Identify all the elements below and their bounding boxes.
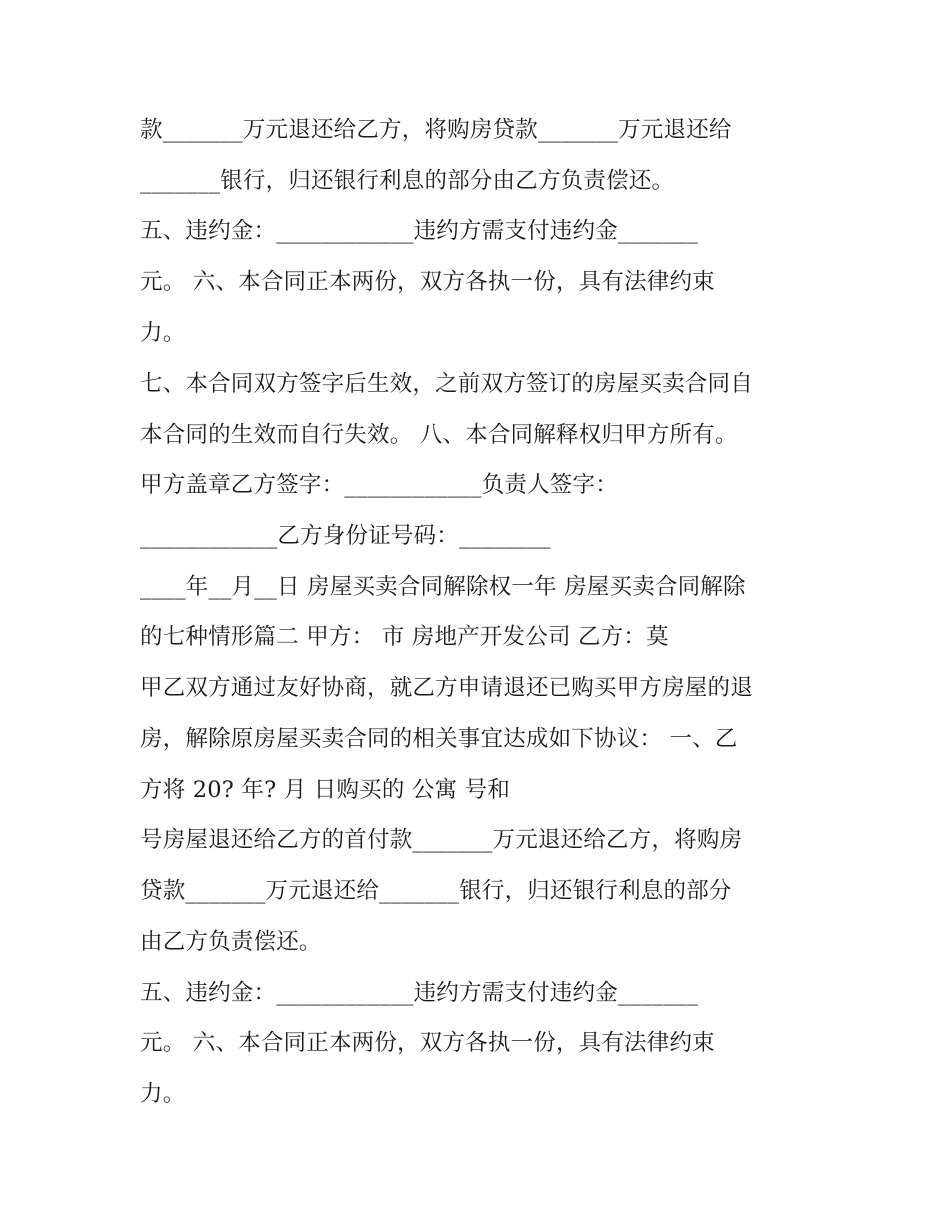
text-line: 方将 20? 年? 月 日购买的 公寓 号和	[140, 777, 511, 803]
text-line: 号房屋退还给乙方的首付款_______万元退还给乙方，将购房	[140, 827, 743, 853]
text-line: 款_______万元退还给乙方，将购房贷款_______万元退还给	[140, 117, 732, 143]
text-line: ____________乙方身份证号码：________	[140, 523, 551, 549]
text-line: 五、违约金：____________违约方需支付违约金_______	[140, 218, 699, 244]
text-line: 由乙方负责偿还。	[140, 929, 322, 955]
text-line: 力。	[140, 320, 186, 346]
text-line: 元。 六、本合同正本两份，双方各执一份，具有法律约束	[140, 269, 715, 295]
text-line: 力。	[140, 1081, 186, 1107]
text-line: 房，解除原房屋买卖合同的相关事宜达成如下协议： 一、乙	[140, 726, 738, 752]
text-line: _______银行，归还银行利息的部分由乙方负责偿还。	[140, 168, 675, 194]
text-line: 贷款_______万元退还给_______银行，归还银行利息的部分	[140, 878, 732, 904]
text-line: 甲方盖章乙方签字：____________负责人签字：	[140, 472, 618, 498]
text-line: 的七种情形篇二 甲方： 市 房地产开发公司 乙方：莫	[140, 624, 669, 650]
text-line: ____年__月__日 房屋买卖合同解除权一年 房屋买卖合同解除	[140, 574, 746, 600]
text-line: 本合同的生效而自行失效。 八、本合同解释权归甲方所有。	[140, 422, 738, 448]
text-line: 元。 六、本合同正本两份，双方各执一份，具有法律约束	[140, 1030, 715, 1056]
text-line: 七、本合同双方签字后生效，之前双方签订的房屋买卖合同自	[140, 371, 753, 397]
text-line: 甲乙双方通过友好协商，就乙方申请退还已购买甲方房屋的退	[140, 675, 753, 701]
text-line: 五、违约金：____________违约方需支付违约金_______	[140, 980, 699, 1006]
